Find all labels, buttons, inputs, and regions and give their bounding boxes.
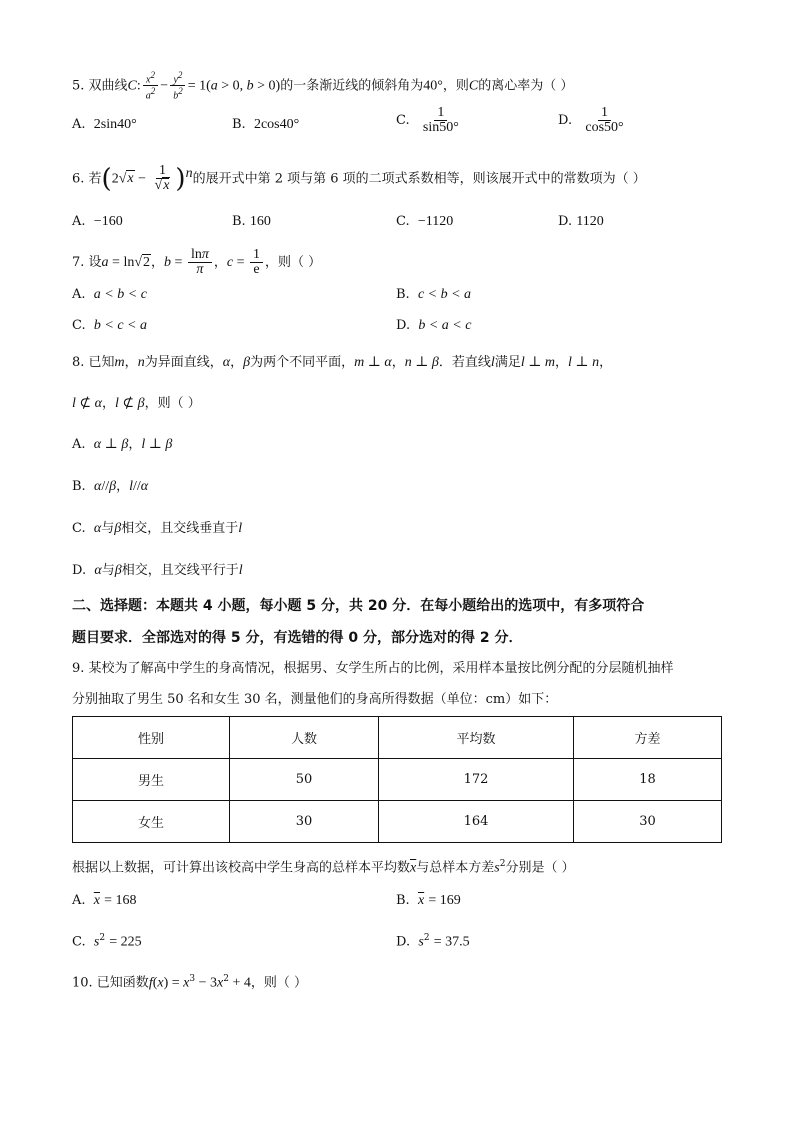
q5-option-c[interactable]: C. $\frac{1}{\sin 50^\circ}$: [396, 105, 459, 135]
q8-option-c[interactable]: C. α与β相交，且交线垂直于l: [72, 521, 243, 536]
q9-option-b[interactable]: B. $\overline{x} = 169$: [396, 893, 461, 908]
q6-option-d[interactable]: D. 1120: [558, 214, 604, 229]
table-header: 性别: [73, 717, 230, 759]
question-9-line2: 分别抽取了男生 50 名和女生 30 名，测量他们的身高所得数据（单位：cm）如下：: [72, 692, 558, 707]
table-cell: 172: [379, 759, 574, 801]
q7-option-b[interactable]: B. c < b < a: [396, 287, 472, 302]
section-2-instructions: 题目要求．全部选对的得 5 分，有选错的得 0 分，部分选对的得 2 分．: [72, 630, 523, 646]
question-6: 6. 若(2√x − $\frac{1}{√x}$ )$^n$的展开式中第 2 项与第 6 项的二项式系数相等，则该展开式中的常数项为（ ）: [72, 163, 646, 194]
q6-option-b[interactable]: B. 160: [232, 214, 271, 229]
table-cell: 50: [230, 759, 379, 801]
table-row: [73, 759, 722, 801]
section-2-title: 二、选择题：本题共 4 小题，每小题 5 分，共 20 分．在每小题给出的选项中，有多项符合: [72, 598, 645, 614]
table-header: 方差: [574, 717, 722, 759]
q8-option-b[interactable]: B. α//β，l//α: [72, 479, 149, 494]
q6-option-a[interactable]: A. −160: [72, 214, 123, 229]
table-cell: 30: [230, 801, 379, 843]
height-data-table: [72, 716, 722, 843]
q7-option-a[interactable]: A. a < b < c: [72, 287, 147, 302]
q8-option-a[interactable]: A. α ⊥ β，l ⊥ β: [72, 437, 173, 452]
q5-option-d[interactable]: D. $\frac{1}{\cos 50^\circ}$: [558, 105, 624, 135]
table-cell: 30: [574, 801, 722, 843]
table-row: [73, 801, 722, 843]
question-9: 9. 某校为了解高中学生的身高情况，根据男、女学生所占的比例，采用样本量按比例分配的分层随机抽样: [72, 661, 674, 676]
q6-option-c[interactable]: C. −1120: [396, 214, 454, 229]
question-8: 8. 已知m，n为异面直线，α，β为两个不同平面，m ⊥ α，n ⊥ β．若直线l满足l ⊥ m，l ⊥ n，: [72, 355, 613, 370]
q9-option-c[interactable]: C. $s^2 = 225$: [72, 933, 142, 950]
question-7: 7. 设a = ln√2，b = $\frac{\ln\pi}{\pi}$ ，c = $\frac{1}{e}$ ，则（ ）: [72, 247, 322, 277]
q5-option-b[interactable]: B. 2cos40°: [232, 117, 300, 132]
question-9-prompt: 根据以上数据，可计算出该校高中学生身高的总样本平均数$\overline{x}$与总样本方差$s^2$分别是（ ）: [72, 859, 575, 876]
table-cell: 164: [379, 801, 574, 843]
question-10: 10. 已知函数$f(x) = x^3 - 3x^2 + 4$，则（ ）: [72, 974, 308, 991]
q9-option-d[interactable]: D. $s^2 = 37.5$: [396, 933, 470, 950]
q7-option-d[interactable]: D. b < a < c: [396, 318, 472, 333]
table-cell: 女生: [73, 801, 230, 843]
q8-option-d[interactable]: D. α与β相交，且交线平行于l: [72, 563, 243, 578]
q9-option-a[interactable]: A. $\overline{x} = 168$: [72, 893, 137, 908]
table-cell: 男生: [73, 759, 230, 801]
table-header-row: [73, 717, 722, 759]
table-header: 平均数: [379, 717, 574, 759]
table-header: 人数: [230, 717, 379, 759]
q5-option-a[interactable]: A. 2sin40°: [72, 117, 137, 132]
question-5: 5. 双曲线C: $\frac{x^2}{a^2}$ − $\frac{y^2}{b^2}$ = 1(a > 0, b > 0)的一条渐近线的倾斜角为40°，则C的离心率为（ ）: [72, 70, 574, 102]
q7-option-c[interactable]: C. b < c < a: [72, 318, 147, 333]
question-8-line2: l ⊄ α，l ⊄ β，则（ ）: [72, 396, 201, 411]
table-cell: 18: [574, 759, 722, 801]
